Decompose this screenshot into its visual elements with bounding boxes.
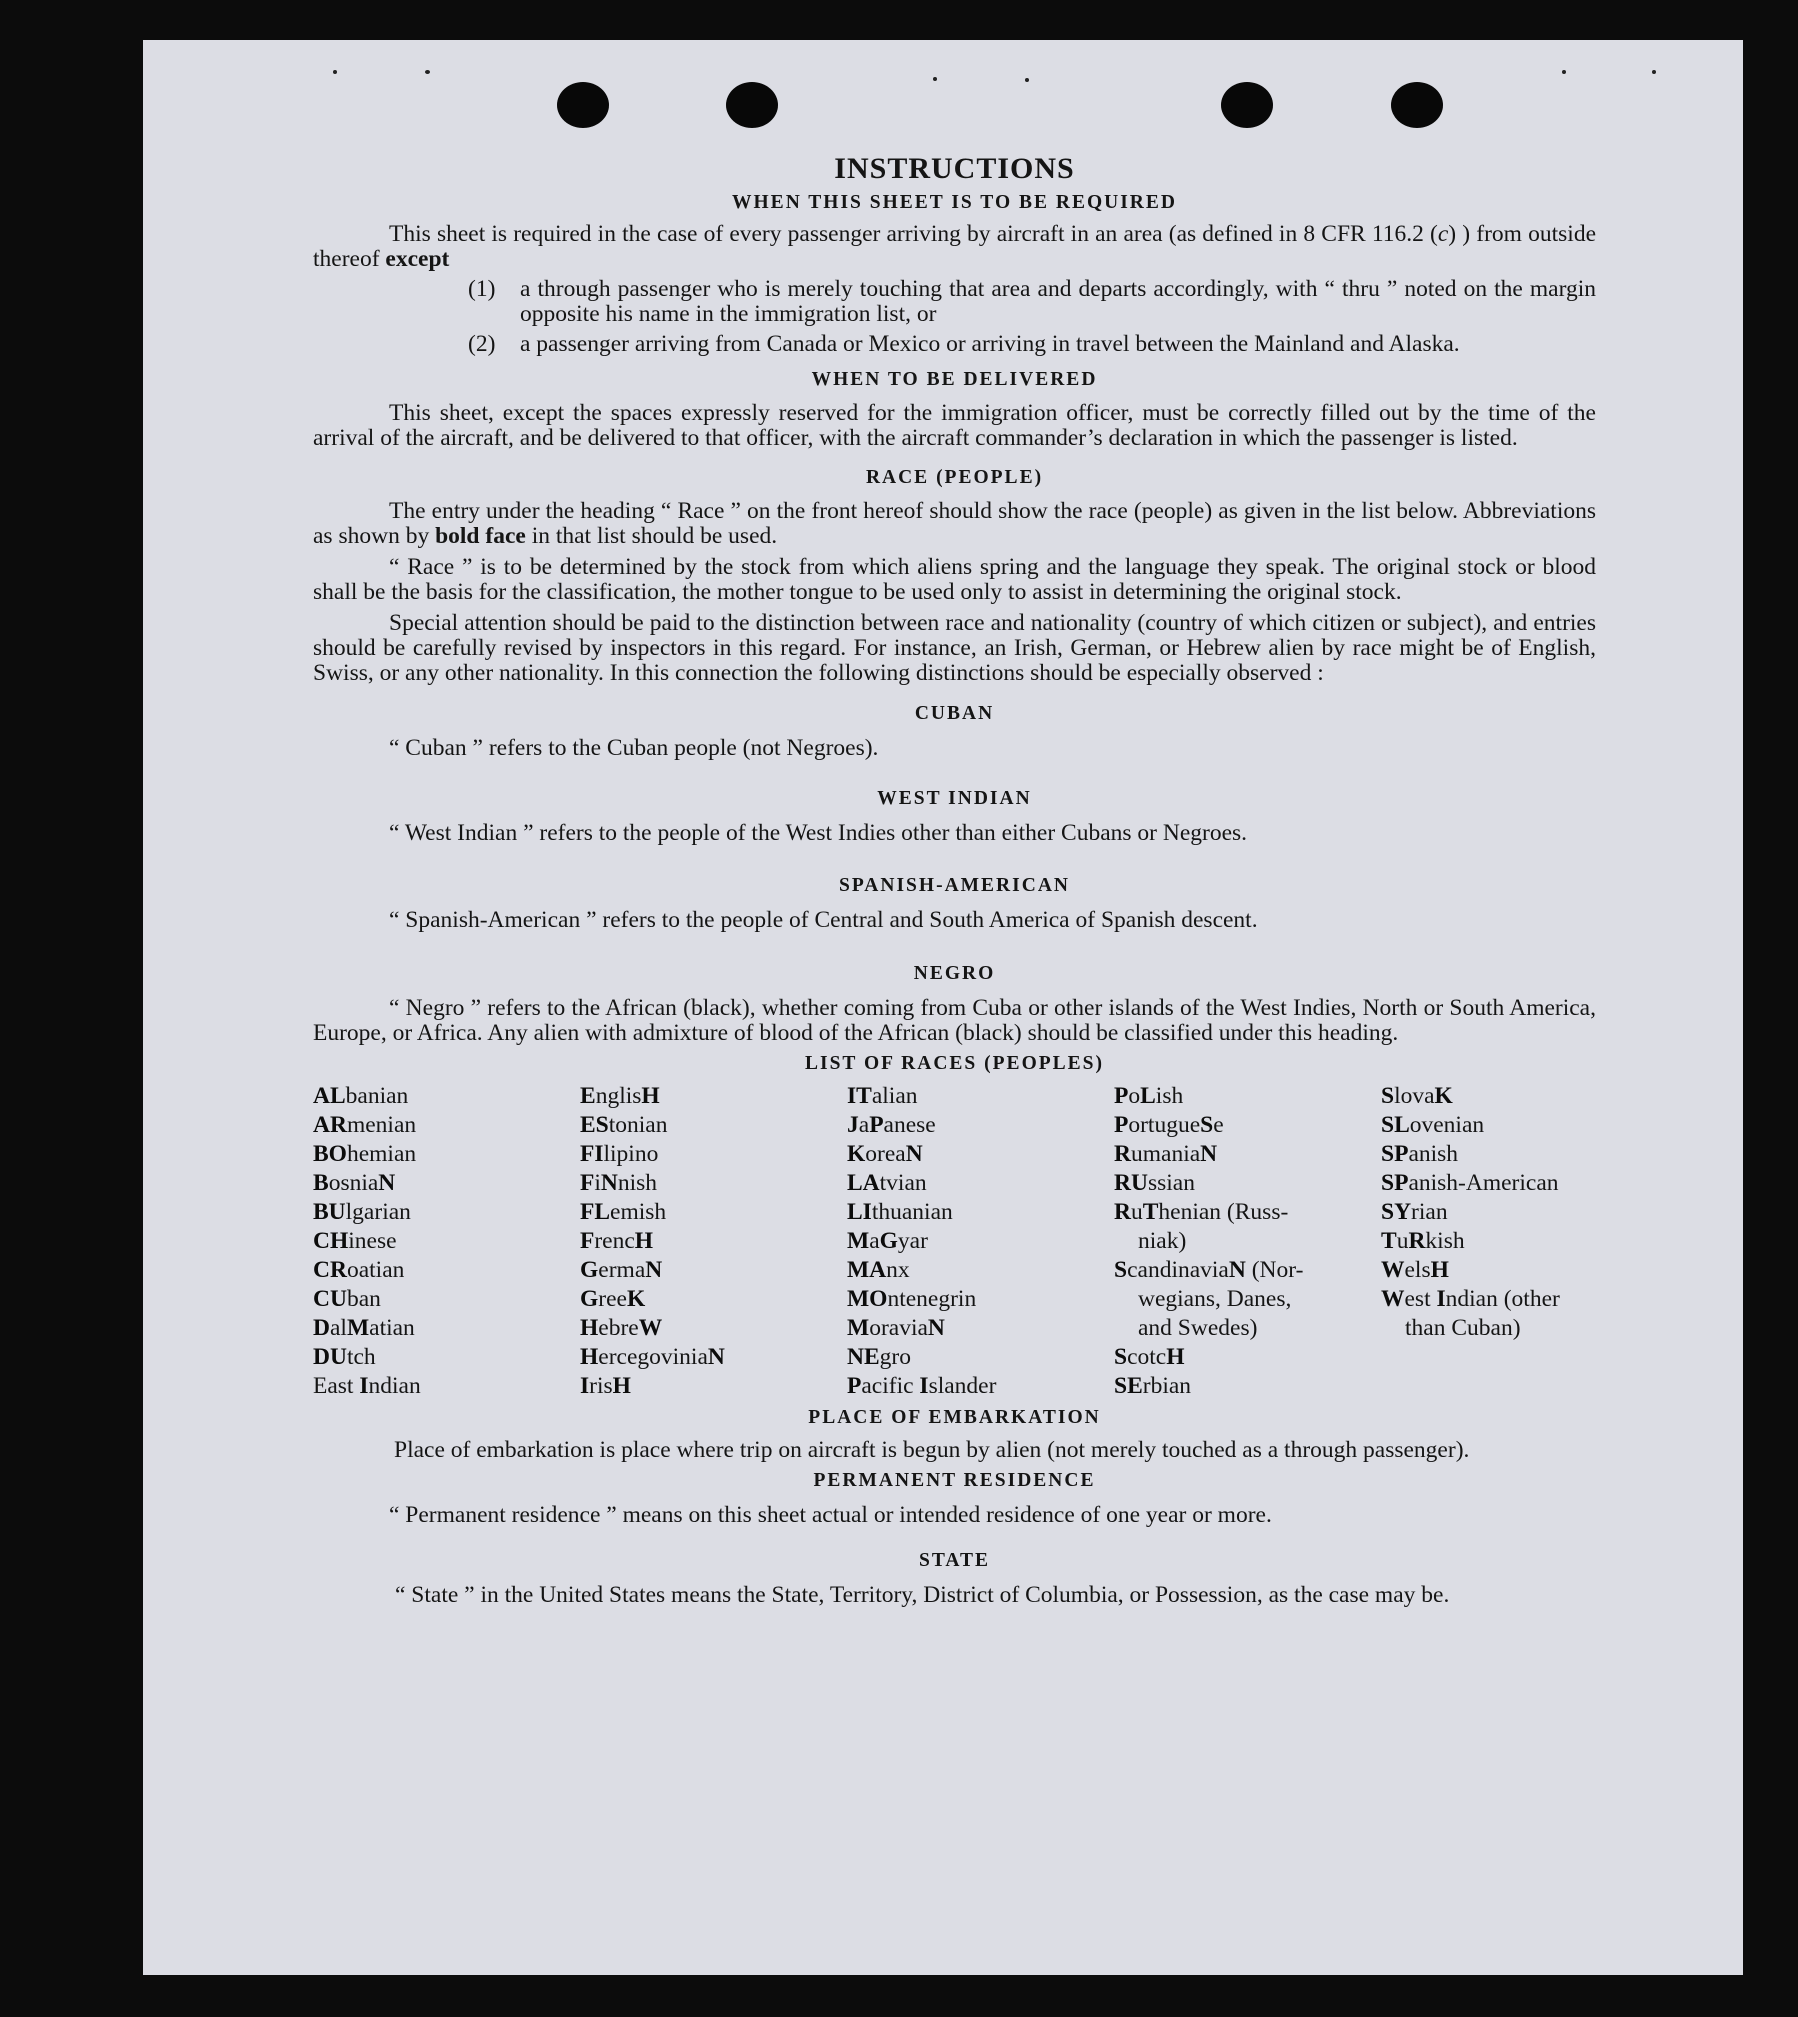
race-entry: WelsH <box>1381 1257 1449 1283</box>
race-entry: CUban <box>313 1286 381 1312</box>
race-entry: MoraviaN <box>847 1315 945 1341</box>
heading-cuban: CUBAN <box>914 703 995 724</box>
race-entry: ScandinaviaN (Nor- <box>1114 1257 1304 1283</box>
race-entry: DalMatian <box>313 1315 415 1341</box>
heading-west-indian: WEST INDIAN <box>877 788 1032 809</box>
race-entry: West Indian (other <box>1381 1286 1560 1312</box>
race-entry: ARmenian <box>313 1112 417 1138</box>
race-entry: NEgro <box>847 1344 911 1370</box>
race-entry: East Indian <box>313 1373 421 1399</box>
race-entry: niak) <box>1138 1228 1187 1254</box>
race-entry: BUlgarian <box>313 1199 411 1225</box>
race-entry: CHinese <box>313 1228 397 1254</box>
race-entry: LIthuanian <box>847 1199 953 1225</box>
race-column <box>1381 1082 1596 1401</box>
race-entry: FIlipino <box>580 1141 659 1167</box>
page-title: INSTRUCTIONS <box>834 152 1075 185</box>
punch-hole <box>1391 82 1443 128</box>
heading-embarkation: PLACE OF EMBARKATION <box>808 1407 1101 1428</box>
race-entry: ITalian <box>847 1083 918 1109</box>
race-entry: DUtch <box>313 1344 376 1370</box>
race-entry: RumaniaN <box>1114 1141 1218 1167</box>
race-entry: GreeK <box>580 1286 646 1312</box>
race-entry: LAtvian <box>847 1170 927 1196</box>
heading-when-delivered: WHEN TO BE DELIVERED <box>811 369 1098 390</box>
heading-race: RACE (PEOPLE) <box>865 467 1044 488</box>
race-column <box>313 1082 580 1401</box>
race-column <box>1114 1082 1381 1401</box>
race-entry: EStonian <box>580 1112 668 1138</box>
state-text: “ State ” in the United States means the State, Territory, District of Columbia, or Possession, as the case may be. <box>395 1582 1450 1608</box>
heading-when-required: WHEN THIS SHEET IS TO BE REQUIRED <box>732 192 1177 213</box>
negro-text: “ Negro ” refers to the African (black), whether coming from Cuba or other islands of the West Indies, North or South America, Europe, or Africa. Any alien with admixture of blood of the African (black) should be classified under this heading. <box>313 995 1596 1046</box>
race-entry: SErbian <box>1114 1373 1192 1399</box>
heading-permanent-residence: PERMANENT RESIDENCE <box>813 1470 1096 1491</box>
punch-hole <box>557 82 609 128</box>
race-entry: Pacific Islander <box>847 1373 997 1399</box>
race-entry: JaPanese <box>847 1112 936 1138</box>
punch-hole <box>1221 82 1273 128</box>
race-entry: FiNnish <box>580 1170 658 1196</box>
race-entry: BOhemian <box>313 1141 417 1167</box>
exception-item-2: (2) a passenger arriving from Canada or Mexico or arriving in travel between the Mainland and Alaska. <box>468 331 1460 357</box>
race-column <box>847 1082 1114 1401</box>
race-entry: RUssian <box>1114 1170 1195 1196</box>
race-entry: EnglisH <box>580 1083 660 1109</box>
punch-hole <box>726 82 778 128</box>
exception-item-1: (1) a through passenger who is merely touching that area and departs accordingly, with “ thru ” noted on the margin opposite his name in the immigration list, or <box>468 276 1596 327</box>
west-indian-text: “ West Indian ” refers to the people of the West Indies other than either Cubans or Negroes. <box>389 820 1248 846</box>
race-entry: MaGyar <box>847 1228 928 1254</box>
race-entry: BosniaN <box>313 1170 396 1196</box>
race-entry: ALbanian <box>313 1083 409 1109</box>
race-column <box>580 1082 847 1401</box>
race-paragraph-3: Special attention should be paid to the distinction between race and nationality (country of which citizen or subject), and entries should be carefully revised by inspectors in this regard. For instance, an Irish, German, or Hebrew alien by race might be of English, Swiss, or any other nationality. In this connection the following distinctions should be especially observed : <box>313 610 1596 686</box>
heading-state: STATE <box>918 1550 991 1571</box>
race-entry: MAnx <box>847 1257 910 1283</box>
race-entry: SLovenian <box>1381 1112 1485 1138</box>
heading-negro: NEGRO <box>913 963 996 984</box>
race-entry: SPanish <box>1381 1141 1459 1167</box>
spanish-american-text: “ Spanish-American ” refers to the people of Central and South America of Spanish descent. <box>389 907 1258 933</box>
race-list <box>313 1082 1596 1401</box>
race-entry: RuThenian (Russ- <box>1114 1199 1289 1225</box>
race-entry: KoreaN <box>847 1141 923 1167</box>
race-entry: TuRkish <box>1381 1228 1465 1254</box>
race-entry: SPanish-American <box>1381 1170 1559 1196</box>
heading-list-of-races: LIST OF RACES (PEOPLES) <box>804 1053 1104 1074</box>
race-entry: than Cuban) <box>1405 1315 1521 1341</box>
race-entry: SYrian <box>1381 1199 1448 1225</box>
race-entry: ScotcH <box>1114 1344 1185 1370</box>
race-entry: and Swedes) <box>1138 1315 1258 1341</box>
race-entry: IrisH <box>580 1373 631 1399</box>
race-paragraph-2: “ Race ” is to be determined by the stock from which aliens spring and the language they speak. The original stock or blood shall be the basis for the classification, the mother tongue to be used only to assist in determining the original stock. <box>313 554 1596 605</box>
race-entry: FrencH <box>580 1228 654 1254</box>
heading-spanish-american: SPANISH-AMERICAN <box>839 875 1070 896</box>
race-entry: wegians, Danes, <box>1138 1286 1292 1312</box>
cuban-text: “ Cuban ” refers to the Cuban people (not Negroes). <box>389 735 879 761</box>
race-entry: MOntenegrin <box>847 1286 977 1312</box>
race-entry: HebreW <box>580 1315 663 1341</box>
race-entry: SlovaK <box>1381 1083 1453 1109</box>
race-entry: CRoatian <box>313 1257 405 1283</box>
delivered-text: This sheet, except the spaces expressly reserved for the immigration officer, must be correctly filled out by the time of the arrival of the aircraft, and be delivered to that officer, with the aircraft commander’s declaration in which the passenger is listed. <box>313 400 1596 451</box>
race-entry: FLemish <box>580 1199 667 1225</box>
race-entry: PortugueSe <box>1114 1112 1224 1138</box>
document-sheet <box>143 40 1743 1975</box>
race-entry: PoLish <box>1114 1083 1184 1109</box>
required-intro: This sheet is required in the case of every passenger arriving by aircraft in an area (as defined in 8 CFR 116.2 (c) ) from outside thereof except <box>313 221 1596 272</box>
residence-text: “ Permanent residence ” means on this sheet actual or intended residence of one year or more. <box>389 1502 1272 1528</box>
race-paragraph-1: The entry under the heading “ Race ” on the front hereof should show the race (people) as given in the list below. Abbreviations as shown by bold face in that list should be used. <box>313 498 1596 549</box>
race-entry: GermaN <box>580 1257 663 1283</box>
instructions-content <box>313 152 1596 1608</box>
embarkation-text: Place of embarkation is place where trip on aircraft is begun by alien (not merely touched as a through passenger). <box>394 1437 1470 1463</box>
race-entry: HercegoviniaN <box>580 1344 725 1370</box>
